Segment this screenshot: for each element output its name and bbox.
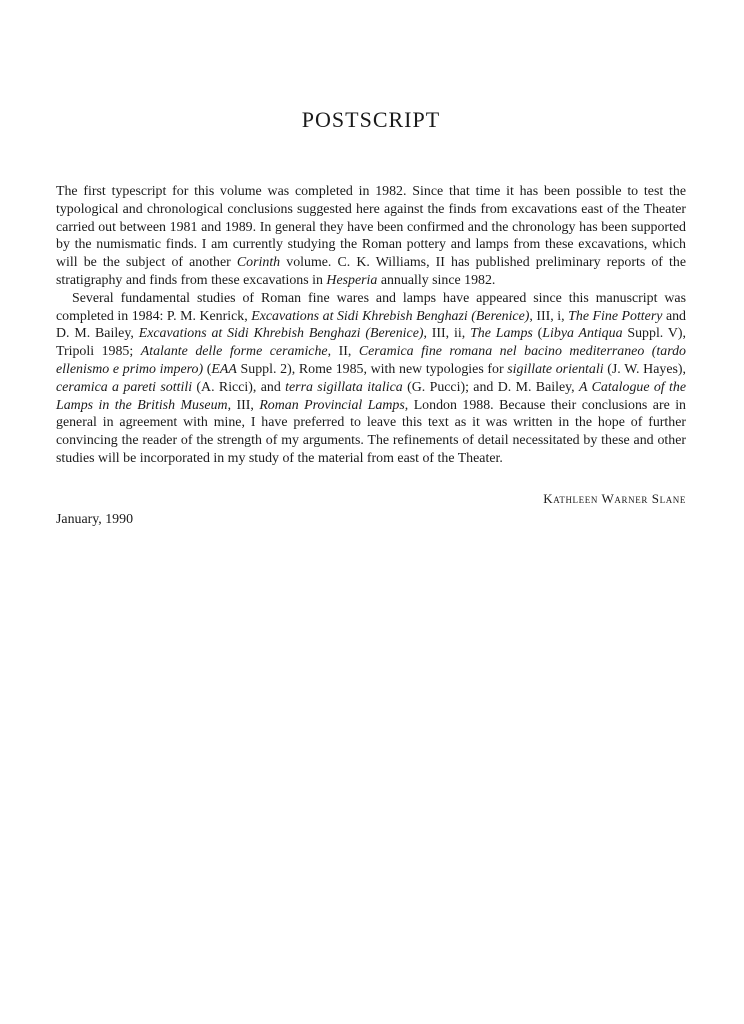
- text-run: (A. Ricci), and: [192, 379, 286, 395]
- paragraph-2: [56, 290, 686, 468]
- paragraph-1: [56, 183, 686, 290]
- text-run: Suppl. V), Tripoli 1985;: [56, 326, 687, 360]
- text-run: The first typescript for this volume was completed in 1982. Since that time it has been possible to test the typological and chronological conclusions suggested here against the finds from excavations east of the Theater carried out between 1981 and 1989. In general they have been confirmed and the chronology has been supported by the numismatic finds. I am currently studying the Roman pottery and lamps from these excavations, which will be the subject of another: [56, 184, 686, 271]
- body-text: [56, 183, 686, 468]
- italic-run: Ceramica fine romana nel bacino mediterraneo (tardo ellenismo e primo impero): [56, 344, 686, 377]
- italic-run: The Fine Pottery: [568, 308, 663, 324]
- italic-run: Libya Antiqua: [542, 326, 623, 342]
- italic-run: ceramica a pareti sottili: [56, 379, 193, 395]
- italic-run: Atalante delle forme ceramiche: [140, 344, 328, 360]
- text-run: Several fundamental studies of Roman fine wares and lamps have appeared since this manuscript was completed in 1984: P. M. Kenrick,: [56, 290, 686, 324]
- text-run: and D. M. Bailey,: [56, 308, 686, 342]
- italic-run: EAA: [211, 361, 237, 377]
- text-run: volume. C. K. Williams, II has published preliminary reports of the stratigraphy and finds from these excavations in: [56, 255, 686, 288]
- text-run: Suppl. 2), Rome 1985, with new typologies for: [236, 361, 508, 377]
- italic-run: Excavations at Sidi Khrebish Benghazi (Berenice): [138, 326, 424, 342]
- text-run: , II,: [327, 344, 359, 360]
- italic-run: A Catalogue of the Lamps in the British Museum: [56, 379, 687, 413]
- italic-run: terra sigillata italica: [285, 379, 403, 395]
- italic-run: sigillate orientali: [507, 361, 604, 377]
- text-run: , III, ii,: [423, 326, 471, 342]
- text-run: , III,: [227, 397, 260, 413]
- text-run: (J. W. Hayes),: [603, 361, 686, 377]
- text-run: , London 1988. Because their conclusions are in general in agreement with mine, I have preferred to leave this text as it was written in the hope of further convincing the reader of the strength of my arguments. The refinements of detail necessitated by these and other studies will be incorporated in my study of the material from east of the Theater.: [56, 397, 686, 466]
- italic-run: The Lamps: [470, 326, 533, 342]
- text-run: annually since 1982.: [377, 272, 496, 288]
- italic-run: Roman Provincial Lamps: [259, 397, 405, 413]
- author-signature: Kathleen Warner Slane: [543, 491, 686, 506]
- italic-run: Excavations at Sidi Khrebish Benghazi (Berenice): [251, 308, 530, 324]
- text-run: (G. Pucci); and D. M. Bailey,: [402, 379, 580, 395]
- text-run: (: [203, 361, 212, 377]
- italic-run: Corinth: [236, 255, 281, 271]
- text-run: (: [532, 326, 543, 342]
- date-line: January, 1990: [56, 512, 134, 527]
- italic-run: Hesperia: [326, 272, 378, 288]
- text-run: , III, i,: [529, 308, 569, 324]
- page-title: POSTSCRIPT: [301, 107, 441, 132]
